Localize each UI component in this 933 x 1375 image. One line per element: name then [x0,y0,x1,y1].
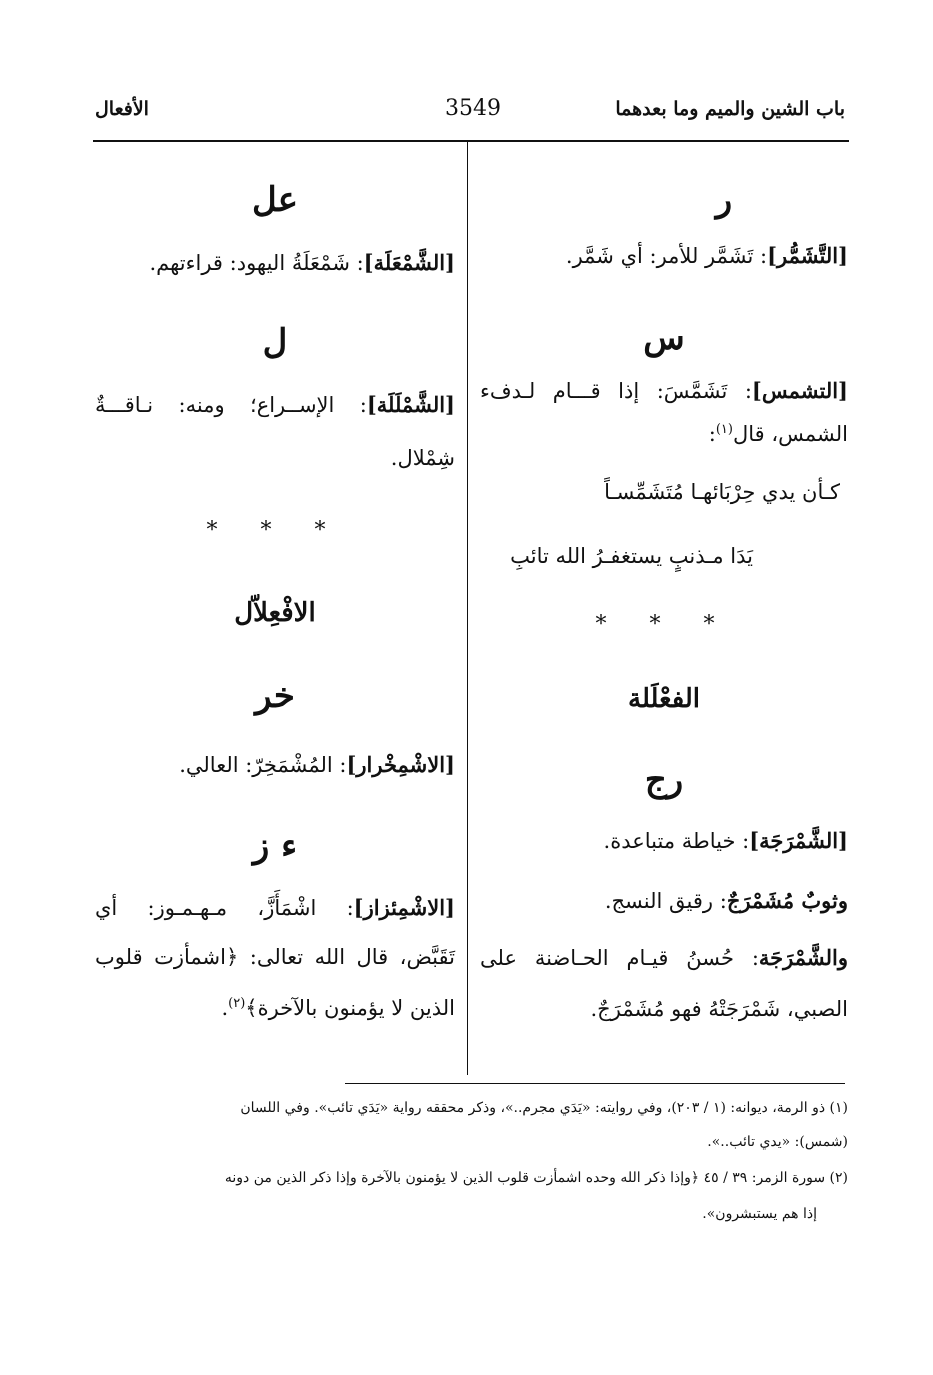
entry-shamraja2-line2: الصبي، شَمْرَجَتْهُ فهو مُشَمْرَجٌ. [590,997,848,1021]
entry-definition: : الإســراع؛ ومنه: نـاقـــةٌ [95,393,367,417]
entry-thawb [605,888,848,913]
root-heading-khr: خر [255,676,295,716]
section-separator: * * * [206,518,344,543]
entry-text: تَقَبَّض، قال الله تعالى: ﴿اشمأزت قلوب [95,945,455,969]
entry-tashammur [566,243,848,268]
entry-definition: : حُسنُ قيـام الحـاضنة على [480,946,759,970]
entry-text: الشمس، قال [732,422,848,446]
entry-text: الذين لا يؤمنون بالآخرة﴾ [245,996,455,1020]
entry-punct: . [221,996,229,1020]
entry-definition: : المُشْمَخِرّ: العالي. [179,753,347,777]
page-number: 3549 [445,96,501,121]
entry-ishmizaz-line1 [95,895,455,920]
entry-shamlala-line1 [95,392,455,417]
section-title: الافْعِلاّل [234,598,316,628]
entry-definition: : خياطة متباعدة. [603,829,750,853]
entry-term: والشَّمْرَجَة [758,945,848,970]
entry-punct: : [708,422,716,446]
footnote-ref: (١) [715,422,733,437]
entry-definition: : تَشَمَّسَ: إذا قـــام لـدفء [480,379,752,403]
entry-definition: : تَشَمَّر للأمر: أي شَمَّر. [565,244,768,268]
footnote-2-line-2: إذا هم يستبشرون». [702,1206,817,1222]
verse-line-2: يَدَا مـذنبٍ يستغفـرُ الله تائبِ [510,544,753,568]
root-heading-l: ل [262,322,288,362]
footnote-ref: (٢) [228,996,246,1011]
entry-term: [التشمس] [751,378,848,403]
right-column [480,0,848,1080]
root-heading-az: ء ز [252,826,298,866]
root-heading-s: س [643,318,685,358]
column-divider [467,142,468,1075]
running-head-left: الأفعال [95,98,149,120]
footnote-1-line-1: (١) ذو الرمة، ديوانه: (١ / ٢٠٣)، وفي روايته: «يَدَي مجرم..»، وذكر محققه رواية «يَدَي تائب». وفي اللسان [240,1100,848,1116]
footnote-2-line-1: (٢) سورة الزمر: ٣٩ / ٤٥ ﴿وإذا ذكر الله وحده اشمأزت قلوب الذين لا يؤمنون بالآخرة وإذا ذكر الذين من دونه [224,1170,848,1186]
entry-ishmizaz-line3 [221,996,455,1020]
left-column [95,0,455,1080]
entry-shamlala-line2: شِمْلال. [390,446,455,470]
entry-definition: : اشْمَأَزَّ، مـهـمـوز: أي [95,896,354,920]
entry-term: [الشَّمْرَجَة] [749,828,848,853]
entry-ishmikhrar [179,752,455,777]
entry-term: [التَّشَمُّر] [767,243,848,268]
entry-definition: : رقيق النسج. [604,889,727,913]
entry-shamraja [604,828,848,853]
entry-term: [الشَّمْلَلَة] [366,392,455,417]
entry-term: وثوبٌ مُشَمْرَجٌ [726,888,848,913]
entry-term: [الشَّمْعَلَة] [363,250,455,275]
section-title: الفعْلَلة [628,684,700,714]
entry-tashammus-line1 [480,378,848,403]
entry-shamraja2-line1 [480,945,848,970]
section-separator: * * * [595,612,733,637]
root-heading-r: ر [715,180,733,220]
entry-sham-ala [149,250,455,275]
footnote-rule [345,1083,845,1084]
root-heading-rj: رج [644,760,684,800]
entry-term: [الاشْمِئزاز] [353,895,455,920]
entry-definition: : شَمْعَلَةُ اليهود: قراءتهم. [149,251,364,275]
root-heading-al: عل [251,180,299,220]
footnote-1-line-2: (شمس): «يدي تائب..». [707,1134,848,1150]
entry-tashammus-line2 [709,422,848,446]
verse-line-1: كـأن يدي حِرْبَائهـا مُتَشَمِّسـاً [604,480,840,504]
entry-term: [الاشْمِخْرار] [346,752,455,777]
entry-ishmizaz-line2 [95,945,455,969]
running-head-right: باب الشين والميم وما بعدهما [615,98,845,120]
